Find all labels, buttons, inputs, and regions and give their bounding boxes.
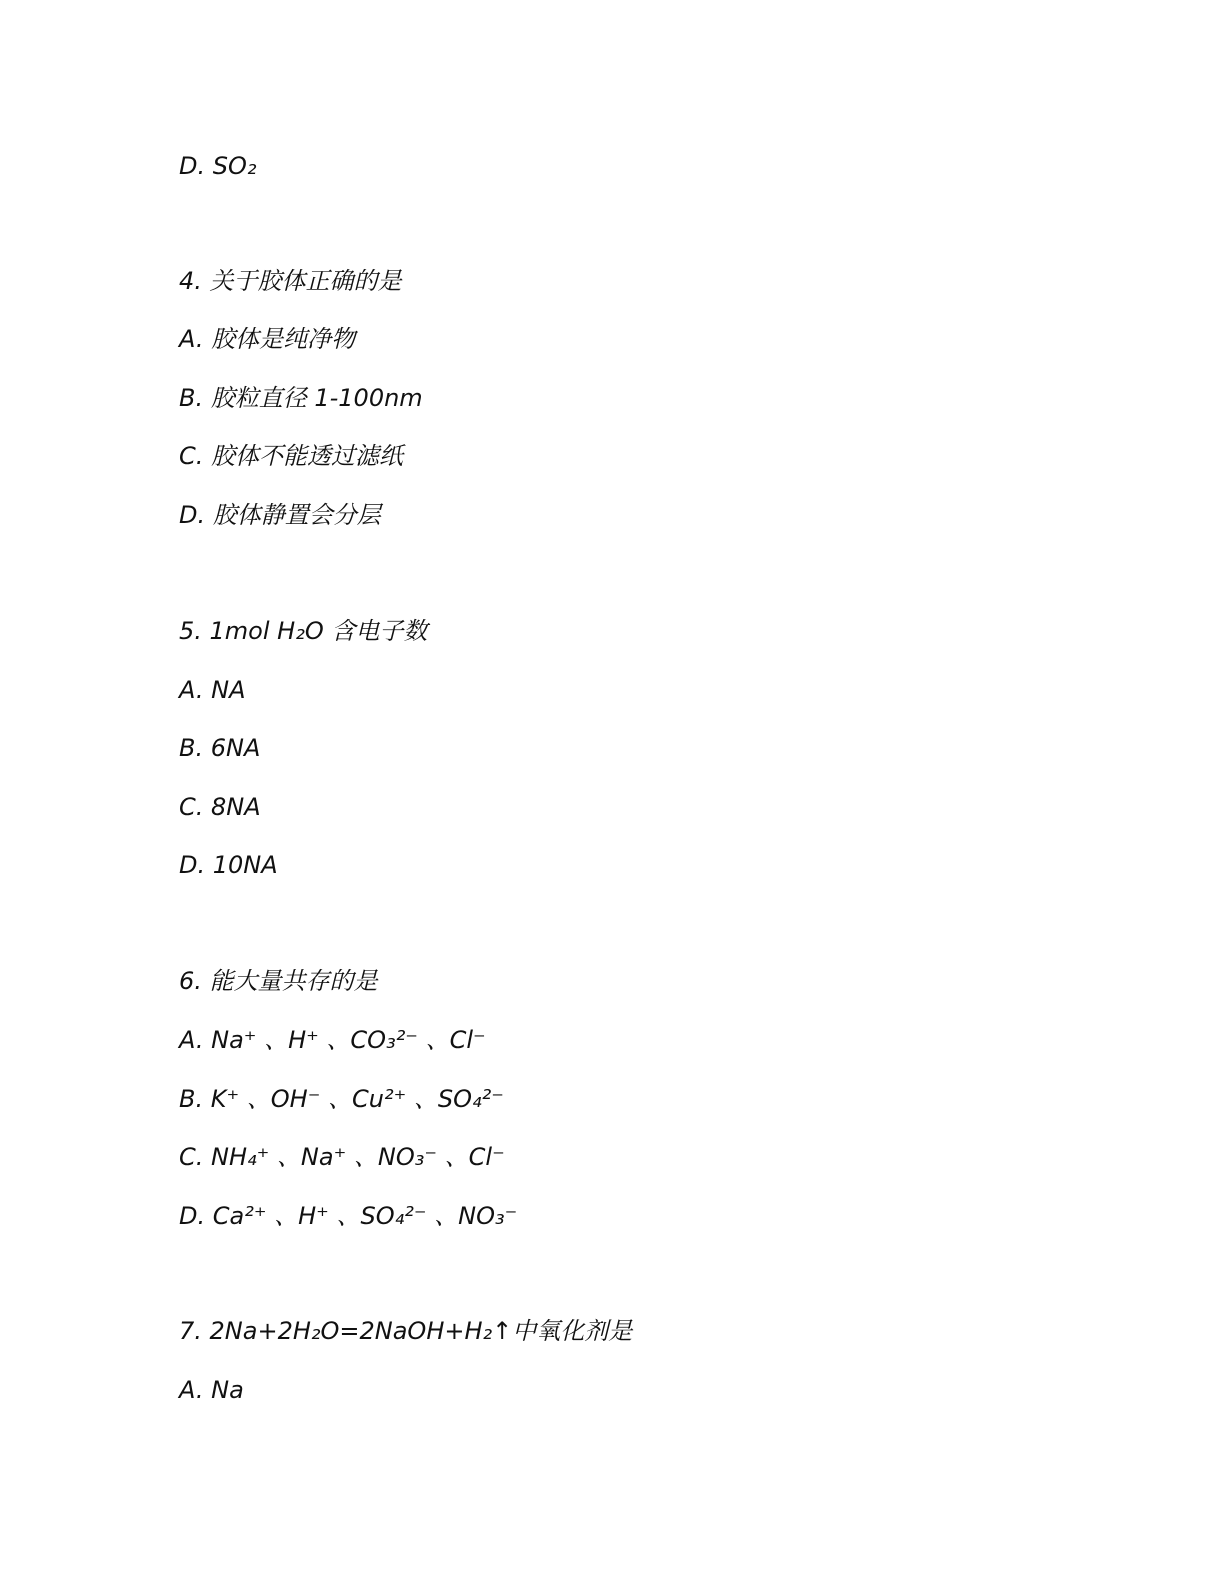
option-d-q6: D. Ca²⁺ 、H⁺ 、SO₄²⁻ 、NO₃⁻: [179, 1202, 518, 1230]
question-7-stem: 7. 2Na+2H₂O=2NaOH+H₂↑中氧化剂是: [179, 1317, 633, 1345]
option-a-q4: A. 胶体是纯净物: [179, 325, 356, 353]
option-a-q6: A. Na⁺ 、H⁺ 、CO₃²⁻ 、Cl⁻: [179, 1026, 486, 1054]
question-5-stem: 5. 1mol H₂O 含电子数: [179, 617, 428, 645]
option-d-q3: D. SO₂: [179, 152, 257, 180]
option-a-q7: A. Na: [179, 1376, 244, 1404]
option-d-q4: D. 胶体静置会分层: [179, 501, 381, 529]
option-d-q5: D. 10NA: [179, 851, 278, 879]
question-6-stem: 6. 能大量共存的是: [179, 967, 378, 995]
question-4-stem: 4. 关于胶体正确的是: [179, 267, 402, 295]
option-c-q6: C. NH₄⁺ 、Na⁺ 、NO₃⁻ 、Cl⁻: [179, 1143, 505, 1171]
option-c-q4: C. 胶体不能透过滤纸: [179, 442, 404, 470]
option-b-q6: B. K⁺ 、OH⁻ 、Cu²⁺ 、SO₄²⁻: [179, 1085, 504, 1113]
option-b-q5: B. 6NA: [179, 734, 261, 762]
option-c-q5: C. 8NA: [179, 793, 261, 821]
option-b-q4: B. 胶粒直径 1-100nm: [179, 384, 423, 412]
option-a-q5: A. NA: [179, 676, 246, 704]
